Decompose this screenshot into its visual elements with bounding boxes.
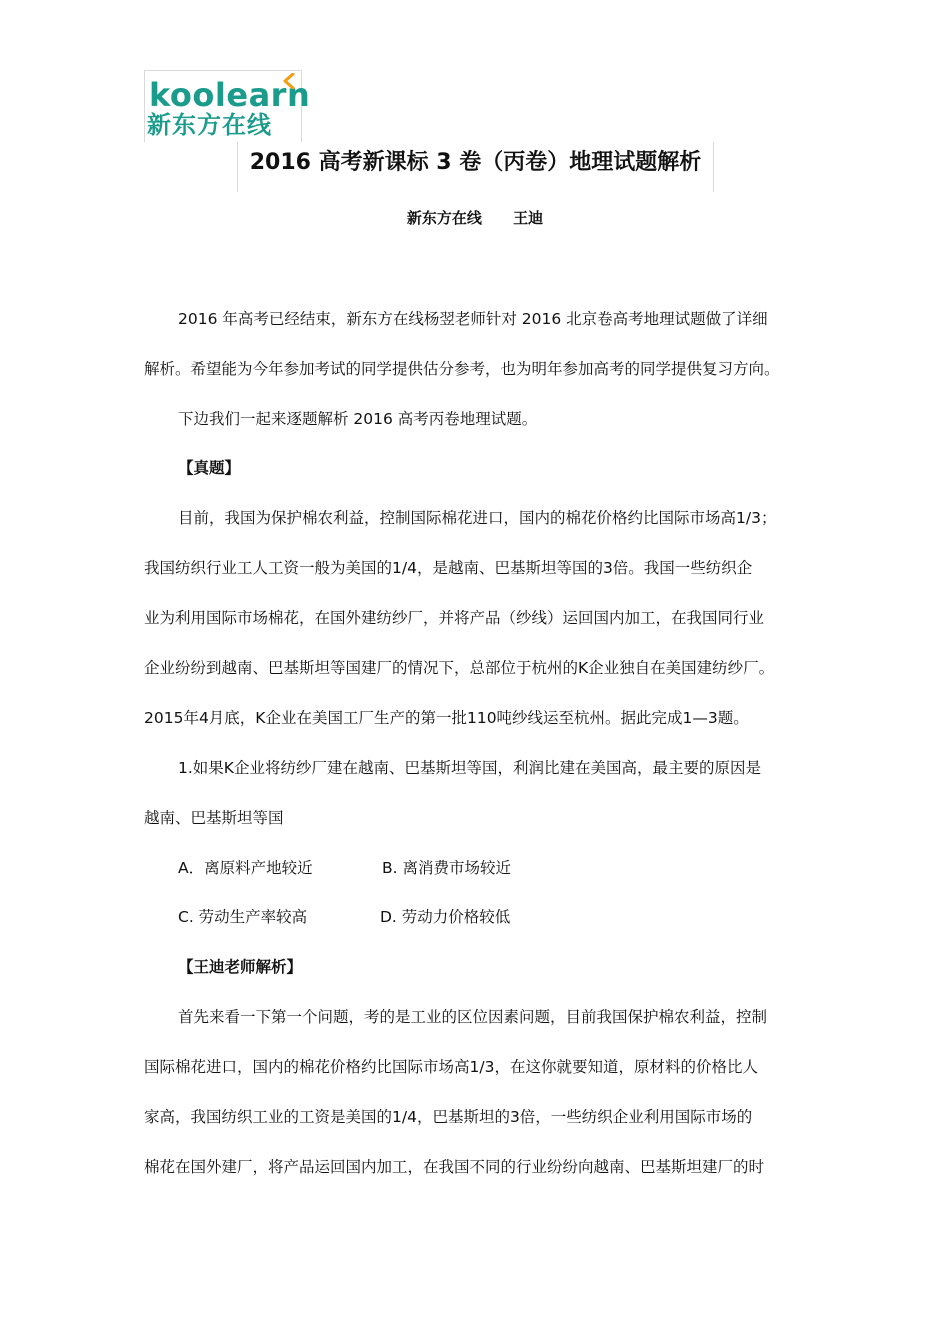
q1-option-b: B. 离消费市场较近 xyxy=(382,859,511,877)
intro-line-3: 下边我们一起来逐题解析 2016 高考丙卷地理试题。 xyxy=(178,410,538,428)
analysis-line-3: 家高，我国纺织工业的工资是美国的1/4，巴基斯坦的3倍，一些纺织企业利用国际市场的 xyxy=(144,1108,753,1126)
question-line-1: 目前，我国为保护棉农利益，控制国际棉花进口，国内的棉花价格约比国际市场高1/3； xyxy=(178,509,777,527)
analysis-line-1: 首先来看一下第一个问题，考的是工业的区位因素问题，目前我国保护棉农利益，控制 xyxy=(178,1008,768,1026)
title-box xyxy=(237,142,714,192)
intro-line-1: 2016 年高考已经结束，新东方在线杨翌老师针对 2016 北京卷高考地理试题做了详细 xyxy=(178,310,768,328)
logo-text-en: koolearn xyxy=(149,76,311,114)
koolearn-logo xyxy=(144,70,311,142)
section-heading-analysis: 【王迪老师解析】 xyxy=(178,958,303,976)
question-line-4: 企业纷纷到越南、巴基斯坦等国建厂的情况下，总部位于杭州的K企业独自在美国建纺纱厂。 xyxy=(144,659,775,677)
document-title: 2016 高考新课标 3 卷（丙卷）地理试题解析 xyxy=(249,150,702,175)
analysis-line-2: 国际棉花进口，国内的棉花价格约比国际市场高1/3，在这你就要知道，原材料的价格比人 xyxy=(144,1058,758,1076)
q1-stem-line-2: 越南、巴基斯坦等国 xyxy=(144,809,284,827)
question-line-3: 业为利用国际市场棉花，在国外建纺纱厂，并将产品（纱线）运回国内加工，在我国同行业 xyxy=(144,609,765,627)
question-line-2: 我国纺织行业工人工资一般为美国的1/4，是越南、巴基斯坦等国的3倍。我国一些纺织企 xyxy=(144,559,753,577)
question-line-5: 2015年4月底，K企业在美国工厂生产的第一批110吨纱线运至杭州。据此完成1—3题。 xyxy=(144,709,749,727)
author-byline: 新东方在线 王迪 xyxy=(406,209,544,227)
q1-option-d: D. 劳动力价格较低 xyxy=(380,908,511,926)
q1-stem-line-1: 1.如果K企业将纺纱厂建在越南、巴基斯坦等国，利润比建在美国高，最主要的原因是 xyxy=(178,759,761,777)
q1-option-a: A．离原料产地较近 xyxy=(178,859,313,877)
logo-text-cn: 新东方在线 xyxy=(147,111,272,139)
q1-option-c: C. 劳动生产率较高 xyxy=(178,908,308,926)
section-heading-question: 【真题】 xyxy=(178,459,241,477)
intro-line-2: 解析。希望能为今年参加考试的同学提供估分参考，也为明年参加高考的同学提供复习方向。 xyxy=(144,360,780,378)
logo-chevron-icon xyxy=(281,73,297,89)
analysis-line-4: 棉花在国外建厂，将产品运回国内加工，在我国不同的行业纷纷向越南、巴基斯坦建厂的时 xyxy=(144,1158,765,1176)
